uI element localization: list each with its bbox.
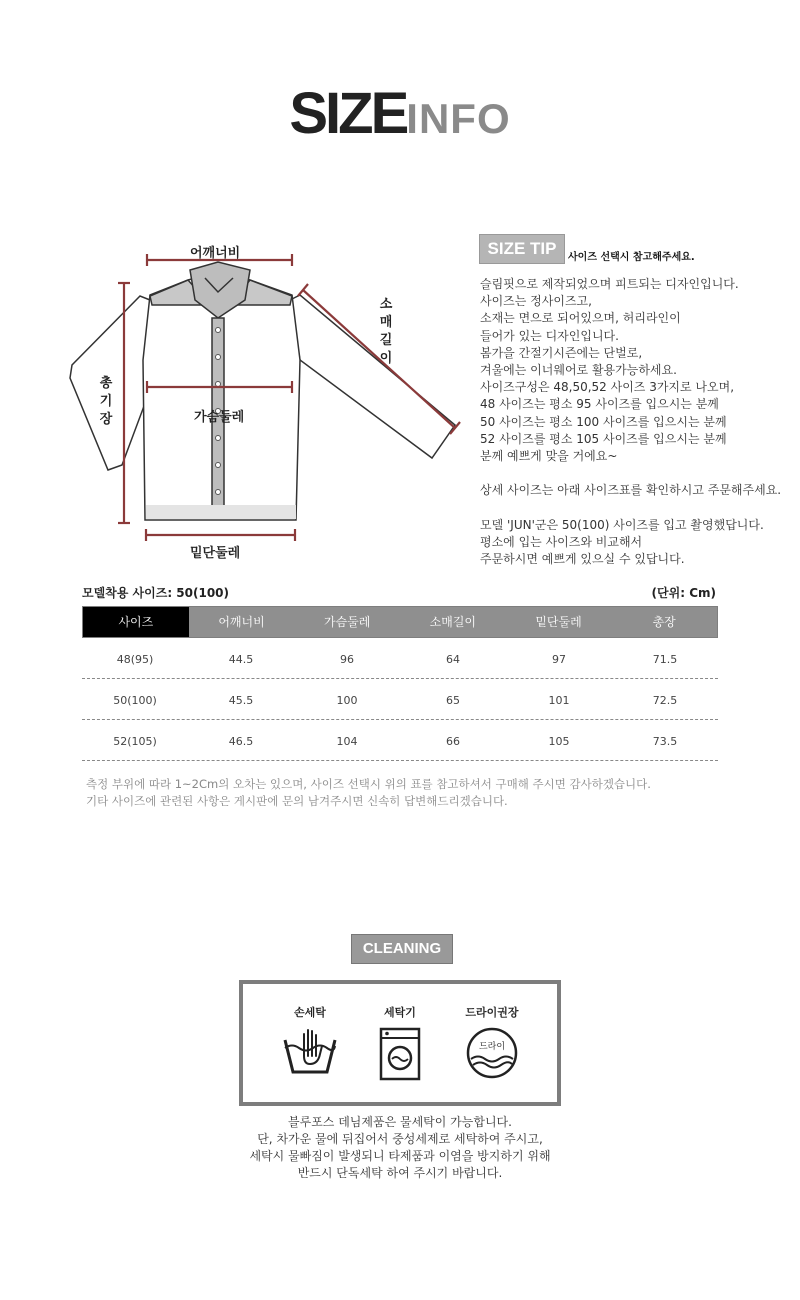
care-line: 반드시 단독세탁 하여 주시기 바랍니다. bbox=[297, 1166, 503, 1180]
unit-label: (단위: Cm) bbox=[651, 586, 716, 600]
label-chest: 가슴둘레 bbox=[194, 410, 245, 425]
tip-line: 사이즈는 정사이즈고, bbox=[480, 294, 592, 309]
header-chest: 가슴둘레 bbox=[323, 615, 371, 629]
cell-sleeve: 64 bbox=[446, 653, 460, 666]
tip-line: 48 사이즈는 평소 95 사이즈를 입으시는 분께 bbox=[480, 397, 719, 412]
cell-hem: 105 bbox=[548, 735, 570, 748]
cell-sleeve: 66 bbox=[446, 735, 460, 748]
size-tip-badge: SIZE TIP bbox=[479, 234, 565, 264]
title-info: INFO bbox=[406, 95, 511, 142]
size-notes bbox=[86, 776, 651, 810]
care-icons-box bbox=[239, 980, 561, 1106]
table-row bbox=[82, 679, 718, 720]
table-row bbox=[82, 720, 718, 761]
cell-sleeve: 65 bbox=[446, 694, 460, 707]
label-sleeve: 소매길이 bbox=[379, 297, 393, 366]
cell-shoulder: 46.5 bbox=[228, 735, 254, 748]
washing-machine-icon bbox=[378, 1026, 422, 1082]
cell-size: 50(100) bbox=[113, 694, 157, 707]
cell-length: 73.5 bbox=[652, 735, 678, 748]
label-shoulder: 어깨너비 bbox=[190, 246, 241, 261]
header-size: 사이즈 bbox=[83, 607, 189, 637]
tip-line: 상세 사이즈는 아래 사이즈표를 확인하시고 주문해주세요. bbox=[480, 483, 782, 498]
care-hand-wash bbox=[265, 1004, 355, 1082]
tip-line: 소재는 면으로 되어있으며, 허리라인이 bbox=[480, 311, 681, 326]
tip-line: 주문하시면 예쁘게 있으실 수 있답니다. bbox=[480, 552, 685, 567]
title-size: SIZE bbox=[289, 81, 407, 146]
page-title bbox=[0, 80, 800, 147]
header-hem: 밑단둘레 bbox=[535, 615, 582, 629]
hand-wash-label: 손세탁 bbox=[294, 1006, 326, 1019]
cell-shoulder: 45.5 bbox=[228, 694, 254, 707]
tip-line: 들어가 있는 디자인입니다. bbox=[480, 328, 619, 343]
tip-line: 겨울에는 이너웨어로 활용가능하세요. bbox=[480, 363, 677, 378]
tip-line: 평소에 입는 사이즈와 비교해서 bbox=[480, 535, 643, 550]
cell-chest: 104 bbox=[336, 735, 358, 748]
cell-size: 52(105) bbox=[113, 735, 157, 748]
table-header bbox=[82, 606, 718, 638]
care-line: 단, 차가운 물에 뒤집어서 중성세제로 세탁하여 주시고, bbox=[257, 1132, 543, 1146]
care-line: 블루포스 데님제품은 물세탁이 가능합니다. bbox=[288, 1115, 512, 1129]
machine-label: 세탁기 bbox=[384, 1006, 416, 1019]
care-instructions bbox=[0, 1114, 800, 1182]
tip-line bbox=[480, 465, 800, 482]
hand-wash-icon bbox=[280, 1026, 340, 1078]
tip-line: 50 사이즈는 평소 100 사이즈를 입으시는 분께 bbox=[480, 414, 727, 429]
cell-length: 71.5 bbox=[652, 653, 678, 666]
tip-line: 분께 예쁘게 맞을 거에요~ bbox=[480, 449, 618, 464]
dry-symbol-text: 드라이 bbox=[478, 1042, 506, 1052]
cell-shoulder: 44.5 bbox=[228, 653, 254, 666]
cell-size: 48(95) bbox=[116, 653, 154, 666]
size-tip-caption: 사이즈 선택시 참고해주세요. bbox=[568, 252, 695, 263]
tip-line: 봄가을 간절기시즌에는 단벌로, bbox=[480, 345, 643, 360]
tip-line: 사이즈구성은 48,50,52 사이즈 3가지로 나오며, bbox=[480, 380, 735, 395]
shirt-diagram bbox=[60, 235, 470, 565]
note-line: 기타 사이즈에 관련된 사항은 게시판에 문의 남겨주시면 신속히 답변해드리겠습니다. bbox=[86, 794, 508, 808]
right-sleeve bbox=[290, 295, 455, 458]
cell-chest: 100 bbox=[336, 694, 358, 707]
tip-line: 슬림핏으로 제작되었으며 피트되는 디자인입니다. bbox=[480, 277, 739, 291]
size-table bbox=[82, 606, 718, 761]
cleaning-badge: CLEANING bbox=[351, 934, 453, 964]
header-length: 총장 bbox=[652, 615, 676, 629]
cell-hem: 97 bbox=[552, 653, 566, 666]
model-size: 모델착용 사이즈: 50(100) bbox=[82, 586, 230, 600]
label-length: 총기장 bbox=[99, 376, 113, 427]
tip-line: 52 사이즈를 평소 105 사이즈를 입으시는 분께 bbox=[480, 431, 727, 446]
care-line: 세탁시 물빠짐이 발생되니 타제품과 이염을 방지하기 위해 bbox=[249, 1149, 551, 1163]
header-shoulder: 어깨너비 bbox=[218, 615, 265, 629]
note-line: 측정 부위에 따라 1~2Cm의 오차는 있으며, 사이즈 선택시 위의 표를 참고하셔서 구매해 주시면 감사하겠습니다. bbox=[86, 777, 651, 791]
cell-chest: 96 bbox=[340, 653, 354, 666]
header-sleeve: 소매길이 bbox=[429, 615, 477, 629]
label-hem: 밑단둘레 bbox=[190, 546, 241, 561]
tip-line bbox=[480, 500, 800, 517]
dry-clean-icon bbox=[464, 1026, 520, 1080]
dry-clean-label: 드라이권장 bbox=[465, 1006, 519, 1019]
care-dry-clean bbox=[447, 1004, 537, 1084]
care-machine bbox=[355, 1004, 445, 1086]
tip-line: 모델 'JUN'군은 50(100) 사이즈를 입고 촬영했답니다. bbox=[480, 517, 764, 532]
size-tip-text bbox=[480, 276, 800, 568]
cell-length: 72.5 bbox=[652, 694, 678, 707]
table-row bbox=[82, 638, 718, 679]
cell-hem: 101 bbox=[548, 694, 570, 707]
